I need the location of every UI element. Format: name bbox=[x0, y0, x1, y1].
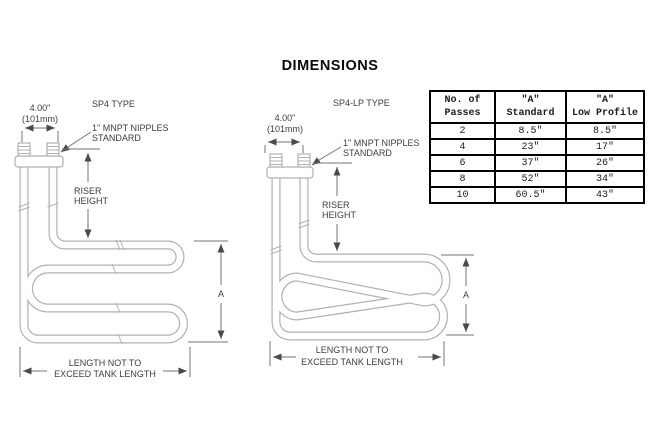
cell-a-standard: 23" bbox=[495, 139, 566, 155]
header-passes-line2: Passes bbox=[444, 108, 481, 119]
cell-a-low-profile: 26" bbox=[566, 155, 644, 171]
table-header-a-low-profile bbox=[566, 91, 644, 123]
sp4lp-nipples-label-line1: 1" MNPT NIPPLES bbox=[343, 138, 420, 148]
sp4lp-type-label: SP4-LP TYPE bbox=[333, 98, 390, 108]
sp4-type-label: SP4 TYPE bbox=[92, 99, 135, 109]
header-a-standard-line2: Standard bbox=[506, 108, 555, 119]
sp4lp-riser-label-line1: RISER bbox=[322, 200, 350, 210]
cell-a-low-profile: 17" bbox=[566, 139, 644, 155]
sp4lp-width-dim: 4.00" bbox=[274, 113, 296, 123]
sp4lp-bracket bbox=[267, 167, 313, 178]
sp4-nipples-label-line1: 1" MNPT NIPPLES bbox=[92, 123, 169, 133]
header-a-standard-line1: "A" bbox=[521, 95, 540, 106]
sp4-length-label-line1: LENGTH NOT TO bbox=[68, 358, 142, 368]
sp4-nipples-label-line2: STANDARD bbox=[92, 133, 141, 143]
table-row bbox=[430, 139, 644, 155]
sp4lp-riser-label-line2: HEIGHT bbox=[322, 210, 357, 220]
cell-passes: 8 bbox=[430, 171, 495, 187]
sp4-a-label: A bbox=[217, 289, 225, 299]
sp4-width-dim-mm: (101mm) bbox=[21, 114, 59, 124]
sp4-length-label-line2: EXCEED TANK LENGTH bbox=[54, 369, 156, 379]
cell-a-low-profile: 8.5" bbox=[566, 123, 644, 139]
cell-passes: 10 bbox=[430, 187, 495, 203]
sp4-nipple-right bbox=[47, 143, 59, 156]
sp4lp-nipples-label-line2: STANDARD bbox=[343, 148, 392, 158]
sp4-element-tube bbox=[15, 143, 183, 344]
table-header-passes bbox=[430, 91, 495, 123]
sp4-riser-label-line2: HEIGHT bbox=[74, 196, 109, 206]
cell-passes: 6 bbox=[430, 155, 495, 171]
sp4lp-length-label-line1: LENGTH NOT TO bbox=[315, 345, 389, 355]
header-passes-line1: No. of bbox=[444, 95, 481, 106]
cell-passes: 2 bbox=[430, 123, 495, 139]
sp4lp-a-label: A bbox=[462, 290, 470, 300]
sp4-width-dim: 4.00" bbox=[29, 103, 51, 113]
cell-a-standard: 52" bbox=[495, 171, 566, 187]
cell-a-standard: 37" bbox=[495, 155, 566, 171]
cell-a-low-profile: 34" bbox=[566, 171, 644, 187]
header-a-low-profile-line1: "A" bbox=[595, 95, 614, 106]
cell-a-standard: 60.5" bbox=[495, 187, 566, 203]
header-a-low-profile-line2: Low Profile bbox=[571, 108, 638, 119]
sp4-bracket bbox=[15, 156, 63, 167]
table-header-a-standard bbox=[495, 91, 566, 123]
table-row bbox=[430, 155, 644, 171]
cell-a-low-profile: 43" bbox=[566, 187, 644, 203]
sp4lp-element-tube bbox=[267, 154, 446, 336]
cell-passes: 4 bbox=[430, 139, 495, 155]
sp4lp-length-label-line2: EXCEED TANK LENGTH bbox=[301, 357, 403, 367]
table-row bbox=[430, 187, 644, 203]
sp4lp-nipple-right bbox=[298, 154, 310, 167]
sp4lp-width-dim-mm: (101mm) bbox=[266, 124, 304, 134]
table-row bbox=[430, 123, 644, 139]
page-title: DIMENSIONS bbox=[281, 58, 379, 74]
dimensions-table bbox=[429, 90, 645, 204]
table-row bbox=[430, 171, 644, 187]
sp4lp-nipple-left bbox=[270, 154, 282, 167]
sp4-riser-label-line1: RISER bbox=[74, 186, 102, 196]
cell-a-standard: 8.5" bbox=[495, 123, 566, 139]
sp4-nipple-left bbox=[18, 143, 30, 156]
